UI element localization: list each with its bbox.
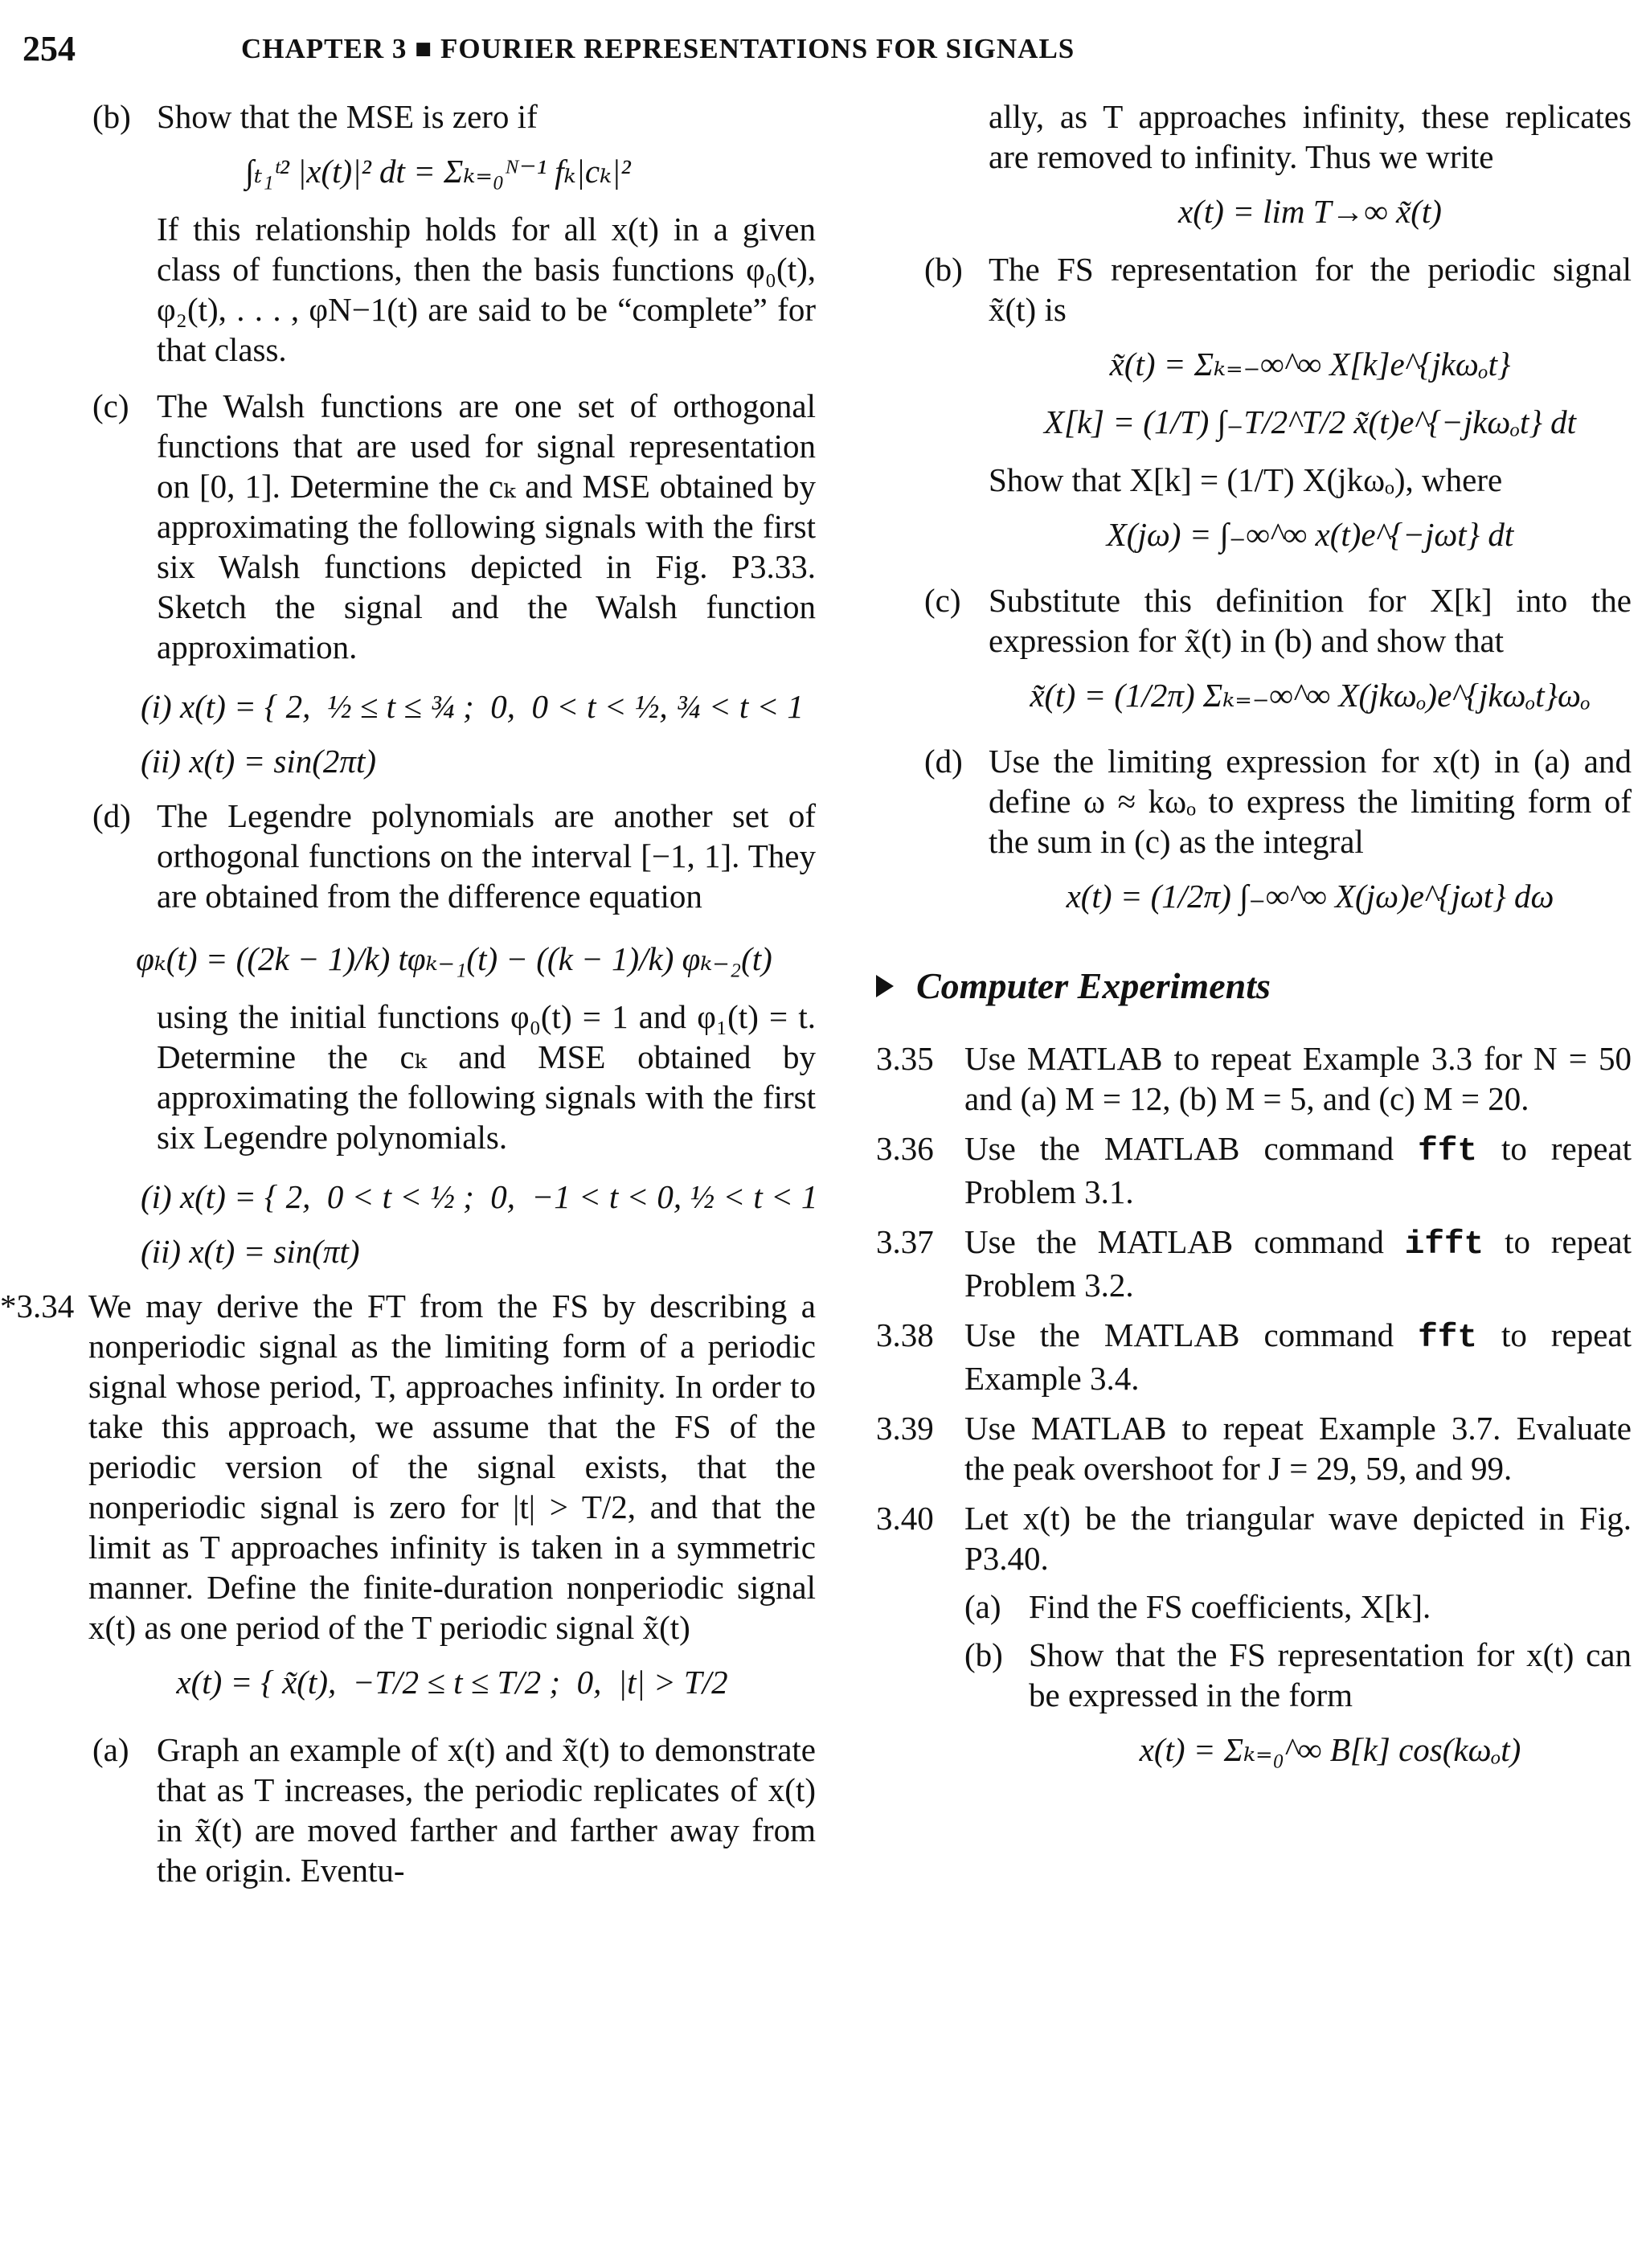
part-label: (d) [924,743,963,780]
part-text: Use the limiting expression for x(t) in (a) and define ω ≈ kωₒ to express the limiting form of the sum in (c) as the integral [989,743,1632,860]
problem-text: Use MATLAB to repeat Example 3.3 for N = 50 and (a) M = 12, (b) M = 5, and (c) M = 20. [964,1040,1632,1117]
equation: φₖ(t) = ((2k − 1)/k) tφₖ₋₁(t) − ((k − 1)/k) φₖ₋₂(t) [136,940,772,977]
part-text: The FS representation for the periodic signal x̃(t) is [989,251,1632,328]
problem-text: to repeat Example 3.4. [964,1316,1632,1397]
part-label: (b) [924,251,963,288]
page-number: 254 [23,29,76,68]
equation: (ii) x(t) = sin(2πt) [141,743,376,780]
matlab-command: fft [1418,1320,1477,1357]
equation: x(t) = Σₖ₌₀^∞ B[k] cos(kωₒt) [1139,1731,1521,1768]
part-d [876,741,1632,934]
problem-3-40 [876,1498,1632,1795]
problem-3-38 [876,1315,1632,1398]
part-a [964,1586,1632,1627]
part-text: Find the FS coefficients, X[k]. [1029,1588,1431,1625]
problem-number: 3.40 [876,1500,934,1537]
triangle-bullet-icon [876,975,894,997]
problem-text: Use the MATLAB command [964,1316,1419,1353]
part-b [92,96,816,378]
problem-text: Use the MATLAB command [964,1130,1419,1167]
equation: x̃(t) = Σₖ₌₋∞^∞ X[k]e^{jkωₒt} [1109,346,1511,383]
part-c [876,580,1632,733]
equation: X(jω) = ∫₋∞^∞ x(t)e^{−jωt} dt [1106,516,1514,553]
left-column [0,96,818,1906]
equation: (i) x(t) = { 2, ½ ≤ t ≤ ¾ ; 0, 0 < t < ½, ¾ < t < 1 [141,688,804,725]
running-head: CHAPTER 3 ■ FOURIER REPRESENTATIONS FOR SIGNALS [241,33,1075,64]
part-text: The Legendre polynomials are another set of orthogonal functions on the interval [−1, 1]. They are obtained from the difference equation [157,797,816,915]
part-c [92,386,816,675]
equation: X[k] = (1/T) ∫₋T/2^T/2 x̃(t)e^{−jkωₒt} dt [1043,403,1576,440]
part-label: (a) [92,1731,129,1768]
problem-3-39 [876,1408,1632,1488]
section-heading [876,966,1632,1006]
part-b [876,249,1632,572]
matlab-command: fft [1418,1133,1477,1170]
part-text: The Walsh functions are one set of orthogonal functions that are used for signal representation on [0, 1]. Determine the cₖ and MSE obtained by approximating the following signals with the first six Walsh functions depicted in Fig. P3.33. Sketch the signal and the Walsh function approximation. [157,387,816,665]
part-label: (c) [924,582,961,619]
problem-3-34 [0,1286,816,1720]
problem-text: We may derive the FT from the FS by describing a nonperiodic signal as the limiting form of a periodic signal whose period, T, approaches infinity. In order to take this approach, we assume that the FS of the periodic version of the signal exists, that the nonperiodic signal is zero for |t| > T/2, and that the limit as T approaches infinity is taken in a symmetric manner. Define the finite-duration nonperiodic signal x(t) as one period of the T periodic signal x̃(t) [88,1288,816,1646]
part-label: (d) [92,797,131,834]
paragraph: ally, as T approaches infinity, these replicates are removed to infinity. Thus we write [989,98,1632,175]
part-text: Graph an example of x(t) and x̃(t) to demonstrate that as T increases, the periodic replicates of x(t) in x̃(t) are moved farther and farther away from the origin. Eventu- [157,1731,816,1889]
problem-number: 3.39 [876,1410,934,1447]
part-text: Show that the FS representation for x(t) can be expressed in the form [1029,1636,1632,1713]
problem-text: to repeat Problem 3.1. [964,1130,1632,1210]
problem-number: *3.34 [0,1288,75,1324]
problem-text: Use MATLAB to repeat Example 3.7. Evaluate the peak overshoot for J = 29, 59, and 99. [964,1410,1632,1487]
problem-number: 3.38 [876,1316,934,1353]
paragraph: Show that X[k] = (1/T) X(jkωₒ), where [989,461,1503,498]
part-label: (a) [964,1588,1001,1625]
problem-text: Use the MATLAB command [964,1223,1405,1260]
problem-number: 3.36 [876,1130,934,1167]
paragraph: using the initial functions φ₀(t) = 1 and φ₁(t) = t. Determine the cₖ and MSE obtained by approximating the following signals with the first six Legendre polynomials. [157,998,816,1156]
equation: x̃(t) = (1/2π) Σₖ₌₋∞^∞ X(jkωₒ)e^{jkωₒt}ωₒ [1030,677,1591,714]
equation: ∫ₜ₁ᵗ² |x(t)|² dt = Σₖ₌₀ᴺ⁻¹ fₖ|cₖ|² [245,153,631,190]
part-label: (b) [964,1636,1003,1673]
problem-number: 3.35 [876,1040,934,1077]
equation: (ii) x(t) = sin(πt) [141,1233,360,1270]
equation: x(t) = lim T→∞ x̃(t) [1178,193,1442,230]
problem-3-35 [876,1038,1632,1119]
part-label: (c) [92,387,129,424]
section-title: Computer Experiments [916,965,1271,1006]
equation: (i) x(t) = { 2, 0 < t < ½ ; 0, −1 < t < 0, ½ < t < 1 [141,1178,818,1215]
part-a [92,1730,816,1898]
paragraph: If this relationship holds for all x(t) in a given class of functions, then the basis functions φ₀(t), φ₂(t), . . . , φN−1(t) are said to be “complete” for that class. [157,211,816,368]
matlab-command: ifft [1404,1226,1484,1263]
part-text: Substitute this definition for X[k] into the expression for x̃(t) in (b) and show that [989,582,1632,659]
problem-number: 3.37 [876,1223,934,1260]
problem-text: to repeat Problem 3.2. [964,1223,1632,1304]
part-text: Show that the MSE is zero if [157,98,538,135]
equation: x(t) = { x̃(t), −T/2 ≤ t ≤ T/2 ; 0, |t| > T/2 [176,1664,728,1701]
part-label: (b) [92,98,131,135]
part-d [92,796,816,924]
part-b [964,1635,1632,1787]
right-column [876,96,1632,1805]
equation: x(t) = (1/2π) ∫₋∞^∞ X(jω)e^{jωt} dω [1066,878,1554,915]
problem-text: Let x(t) be the triangular wave depicted in Fig. P3.40. [964,1500,1632,1577]
problem-3-37 [876,1222,1632,1305]
problem-3-36 [876,1128,1632,1212]
